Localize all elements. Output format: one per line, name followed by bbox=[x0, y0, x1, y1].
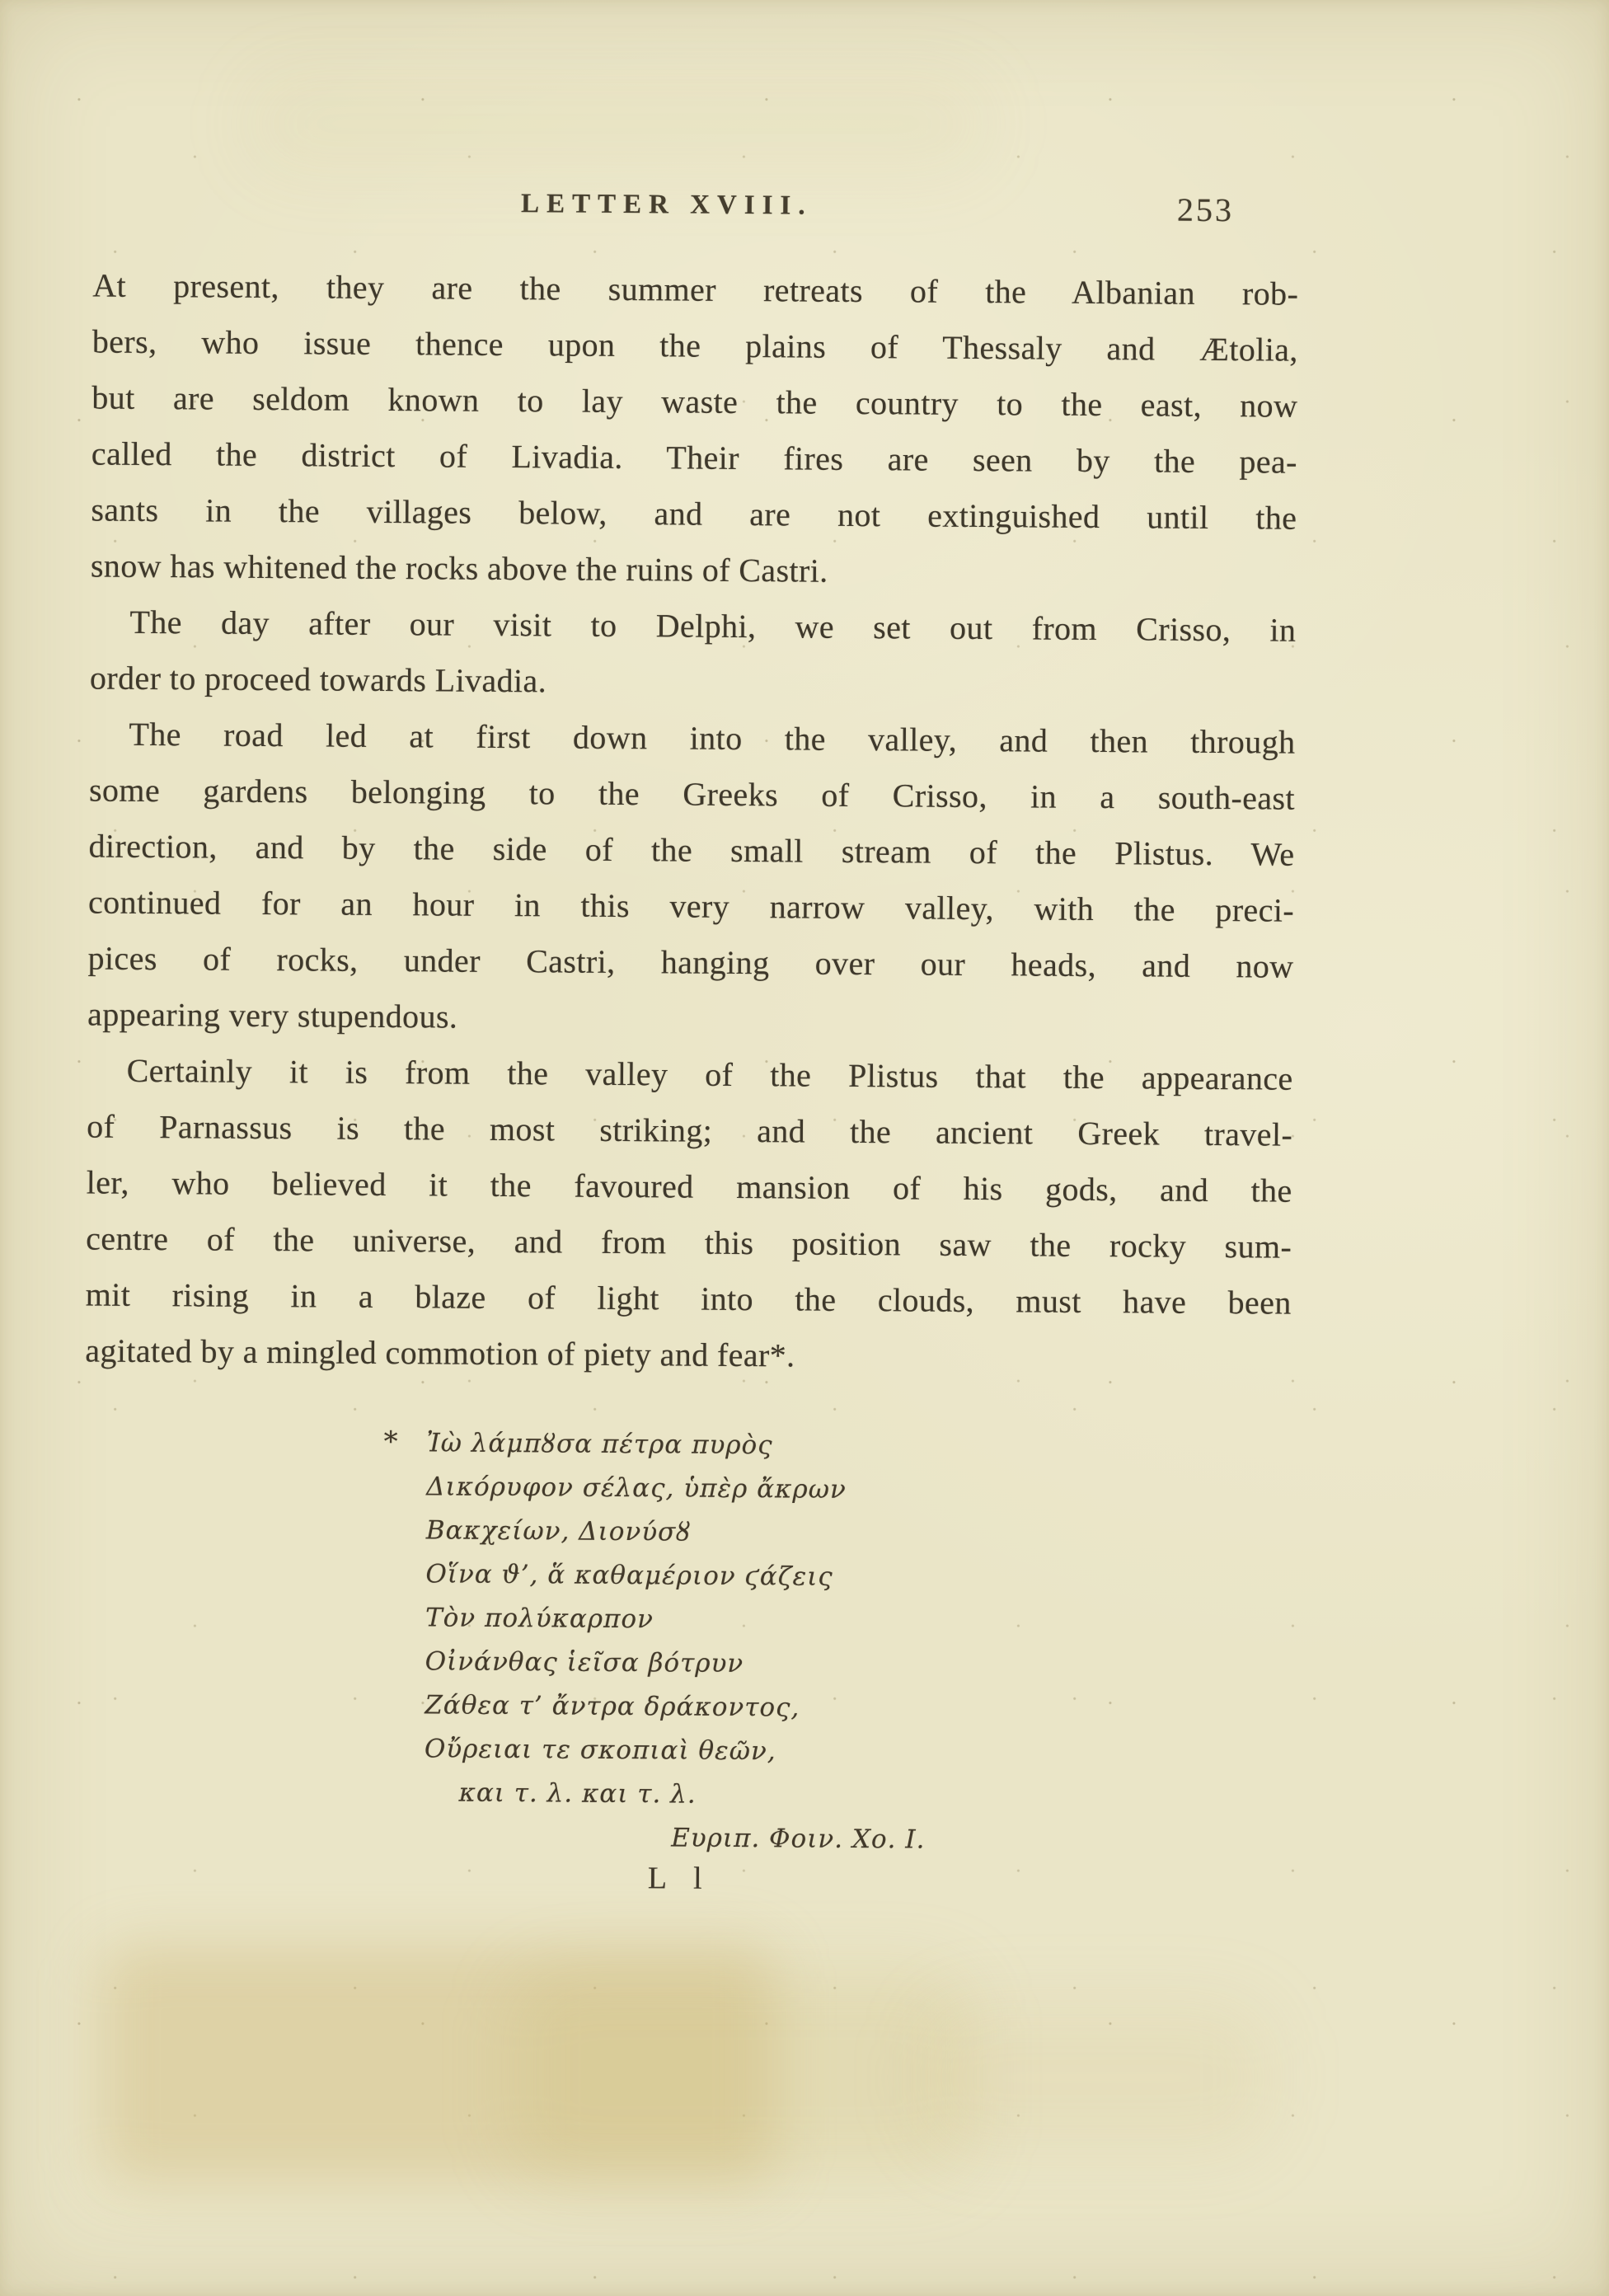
footnote-greek-line: Οἵνα ϑ’, ἅ καθαμέριον ϛάζεις bbox=[425, 1559, 833, 1592]
text-line: mit rising in a blaze of light into the clouds, must have been bbox=[85, 1275, 1292, 1322]
text-line: At present, they are the summer retreats of the Albanian rob- bbox=[92, 266, 1299, 312]
page-number: 253 bbox=[1176, 190, 1235, 229]
text-line: Certainly it is from the valley of the Plistus that the appearance bbox=[126, 1051, 1293, 1097]
text-line: ler, who believed it the favoured mansion of his gods, and the bbox=[86, 1163, 1292, 1209]
footnote-greek-line: Οἰνάνθας ἱεῖσα βότρυν bbox=[425, 1646, 744, 1679]
text-line: called the district of Livadia. Their fires are seen by the pea- bbox=[91, 434, 1298, 481]
footnote-etc-line: και τ. λ. και τ. λ. bbox=[458, 1777, 697, 1810]
text-line: of Parnassus is the most striking; and the ancient Greek travel- bbox=[87, 1107, 1293, 1153]
text-line: pices of rocks, under Castri, hanging over our heads, and now bbox=[87, 939, 1294, 985]
footnote-greek-line: Βακχείων, Διονύσȣ bbox=[425, 1515, 692, 1547]
text-line: centre of the universe, and from this position saw the rocky sum- bbox=[86, 1219, 1292, 1265]
body-text bbox=[85, 258, 1298, 1387]
footnote bbox=[383, 1420, 1334, 1905]
footnote-greek-line: Τὸν πολύκαρπον bbox=[425, 1603, 654, 1635]
footnote-attribution: Ευριπ. Φοιν. Χο. Ι. bbox=[671, 1823, 926, 1855]
text-line: direction, and by the side of the small stream of the Plistus. We bbox=[88, 827, 1295, 873]
text-line: continued for an hour in this very narrow valley, with the preci- bbox=[87, 883, 1295, 929]
text-line: The road led at first down into the valley, and then through bbox=[129, 715, 1296, 761]
footnote-greek-line: Οὔρειαι τε σκοπιαὶ θεῶν, bbox=[424, 1734, 776, 1767]
running-header: LETTER XVIII. bbox=[520, 189, 813, 221]
text-line: bers, who issue thence upon the plains of Thessaly and Ætolia, bbox=[91, 322, 1298, 369]
printer-signature: L l bbox=[647, 1861, 712, 1896]
text-line: but are seldom known to lay waste the country to the east, now bbox=[91, 378, 1298, 425]
footnote-greek-line: * Ἰὼ λάμπȣσα πέτρα πυρὸς bbox=[383, 1425, 773, 1461]
text-line: appearing very stupendous. bbox=[87, 995, 458, 1035]
footnote-greek-line: Ζάθεα τ’ ἄντρα δράκοντος, bbox=[425, 1690, 800, 1723]
text-line: some gardens belonging to the Greeks of Crisso, in a south-east bbox=[88, 771, 1296, 817]
text-line: agitated by a mingled commotion of piety and fear*. bbox=[85, 1331, 795, 1374]
footnote-greek-line: Δικόρυφον σέλας, ὑπὲρ ἄκρων bbox=[426, 1472, 847, 1505]
text-line: The day after our visit to Delphi, we set out from Crisso, in bbox=[129, 603, 1297, 649]
text-line: sants in the villages below, and are not extinguished until the bbox=[91, 491, 1297, 537]
text-line: order to proceed towards Livadia. bbox=[89, 659, 547, 700]
text-line: snow has whitened the rocks above the ruins of Castri. bbox=[90, 547, 828, 589]
